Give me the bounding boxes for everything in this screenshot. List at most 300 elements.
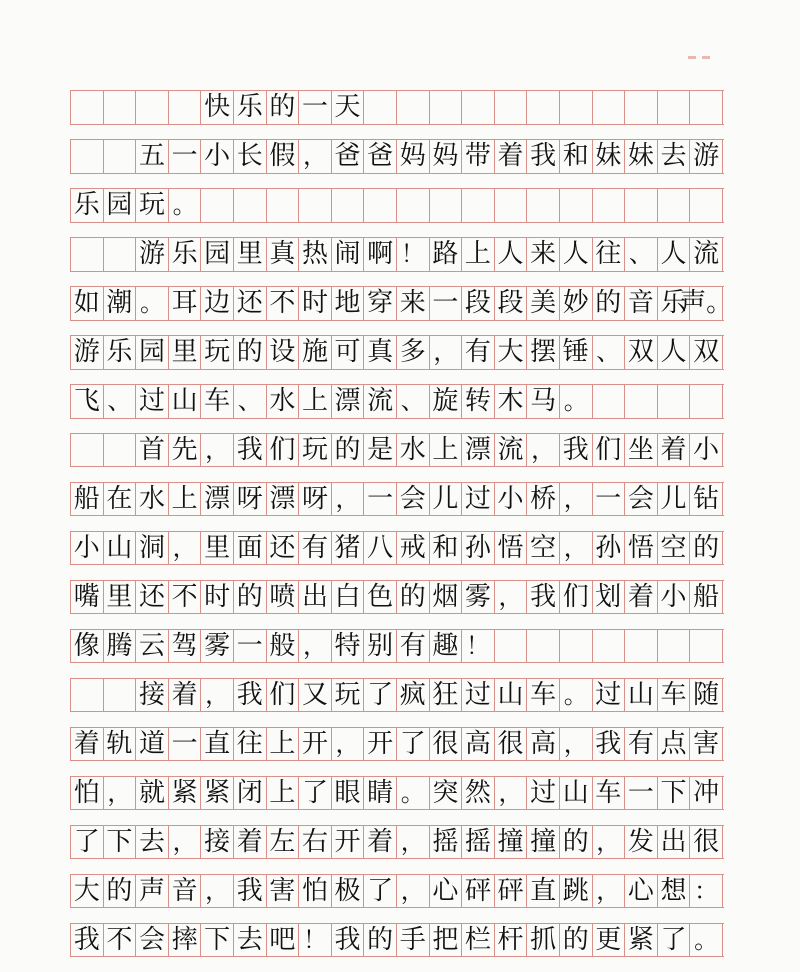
grid-cell: 紧 <box>201 777 234 810</box>
grid-cell: 音 <box>625 287 658 320</box>
grid-cell: 一 <box>169 728 202 761</box>
grid-cell: ！ <box>462 630 495 663</box>
grid-cell: 啊 <box>364 238 397 271</box>
grid-cell: 漂 <box>332 385 365 418</box>
grid-cell: 睛 <box>364 777 397 810</box>
grid-cell: 着 <box>364 826 397 859</box>
grid-cell: 、 <box>234 385 267 418</box>
grid-cell <box>462 91 495 124</box>
grid-cell: 人 <box>658 238 691 271</box>
grid-cell: 我 <box>560 434 593 467</box>
grid-cell <box>658 630 691 663</box>
grid-cell: 山 <box>104 532 137 565</box>
grid-cell: 面 <box>234 532 267 565</box>
grid-cell <box>136 91 169 124</box>
grid-cell <box>364 91 397 124</box>
grid-row <box>70 923 724 958</box>
grid-cell: 游 <box>71 336 104 369</box>
grid-cell: 漂 <box>201 483 234 516</box>
grid-cell: 一 <box>234 630 267 663</box>
grid-cell: 烟 <box>430 581 463 614</box>
grid-cell: ， <box>201 875 234 908</box>
grid-cell: 摔 <box>169 924 202 957</box>
grid-cell: 五 <box>136 140 169 173</box>
grid-cell <box>658 91 691 124</box>
grid-cell: 然 <box>462 777 495 810</box>
grid-cell: 接 <box>201 826 234 859</box>
grid-cell: 洞 <box>136 532 169 565</box>
grid-row <box>70 678 724 713</box>
grid-cell: 悟 <box>495 532 528 565</box>
grid-cell: 小 <box>658 581 691 614</box>
grid-cell: 园 <box>104 189 137 222</box>
grid-cell: 着 <box>625 581 658 614</box>
grid-cell <box>527 189 560 222</box>
grid-cell: 山 <box>560 777 593 810</box>
grid-cell <box>169 91 202 124</box>
grid-cell: 害 <box>267 875 300 908</box>
grid-cell <box>593 91 626 124</box>
grid-cell: 不 <box>104 924 137 957</box>
grid-cell: 左 <box>267 826 300 859</box>
grid-cell: 船 <box>690 581 723 614</box>
grid-cell: 接 <box>136 679 169 712</box>
grid-cell: 漂 <box>267 483 300 516</box>
grid-cell: 一 <box>364 483 397 516</box>
grid-cell: 的 <box>593 287 626 320</box>
grid-cell: 妈 <box>430 140 463 173</box>
grid-cell: 去 <box>658 140 691 173</box>
grid-cell: 船 <box>71 483 104 516</box>
grid-cell: 的 <box>267 91 300 124</box>
grid-cell: 过 <box>527 777 560 810</box>
grid-cell: 锤 <box>560 336 593 369</box>
grid-cell <box>430 91 463 124</box>
grid-cell: 了 <box>658 924 691 957</box>
grid-cell: 是 <box>364 434 397 467</box>
grid-cell: 我 <box>234 434 267 467</box>
grid-cell: 会 <box>136 924 169 957</box>
grid-cell: 很 <box>690 826 723 859</box>
grid-cell <box>364 189 397 222</box>
grid-cell <box>332 189 365 222</box>
grid-cell: 妈 <box>397 140 430 173</box>
grid-cell: 抓 <box>527 924 560 957</box>
grid-cell: 有 <box>397 630 430 663</box>
grid-cell: 如 <box>71 287 104 320</box>
grid-cell: 漂 <box>462 434 495 467</box>
grid-cell: 呀 <box>299 483 332 516</box>
grid-cell: 划 <box>593 581 626 614</box>
grid-cell: 木 <box>495 385 528 418</box>
grid-cell: 车 <box>593 777 626 810</box>
grid-cell <box>104 679 137 712</box>
grid-cell: 双 <box>625 336 658 369</box>
grid-cell: ， <box>495 581 528 614</box>
grid-cell: 人 <box>495 238 528 271</box>
grid-cell: 真 <box>267 238 300 271</box>
grid-cell: 我 <box>527 581 560 614</box>
grid-cell: 很 <box>430 728 463 761</box>
grid-cell: ， <box>104 777 137 810</box>
grid-cell: 砰 <box>462 875 495 908</box>
grid-cell <box>71 238 104 271</box>
grid-cell: ， <box>527 434 560 467</box>
grid-cell: 施 <box>299 336 332 369</box>
grid-cell: 钻 <box>690 483 723 516</box>
grid-cell: 的 <box>332 434 365 467</box>
grid-cell: 高 <box>527 728 560 761</box>
grid-cell: 像 <box>71 630 104 663</box>
grid-cell: 、 <box>593 336 626 369</box>
grid-cell: 右 <box>299 826 332 859</box>
grid-cell: ： <box>690 875 723 908</box>
grid-cell: 马 <box>527 385 560 418</box>
grid-cell: 想 <box>658 875 691 908</box>
grid-cell: 我 <box>593 728 626 761</box>
grid-cell: 去 <box>234 924 267 957</box>
grid-cell: 路 <box>430 238 463 271</box>
grid-cell <box>234 189 267 222</box>
grid-cell: 吧 <box>267 924 300 957</box>
grid-cell: 水 <box>136 483 169 516</box>
grid-cell: 猪 <box>332 532 365 565</box>
grid-cell <box>104 140 137 173</box>
grid-row <box>70 139 724 174</box>
grid-cell: 戒 <box>397 532 430 565</box>
grid-cell: 有 <box>625 728 658 761</box>
grid-cell: 首 <box>136 434 169 467</box>
grid-cell: 跳 <box>560 875 593 908</box>
grid-cell <box>397 91 430 124</box>
grid-cell: 儿 <box>430 483 463 516</box>
grid-cell <box>625 189 658 222</box>
grid-cell: 、 <box>397 385 430 418</box>
grid-row <box>70 580 724 615</box>
grid-cell: 闹 <box>332 238 365 271</box>
grid-cell: ， <box>332 728 365 761</box>
grid-cell: 里 <box>104 581 137 614</box>
grid-cell: 摇 <box>462 826 495 859</box>
grid-cell: 热 <box>299 238 332 271</box>
grid-cell: 发 <box>625 826 658 859</box>
grid-cell: 有 <box>299 532 332 565</box>
grid-cell: 喷 <box>267 581 300 614</box>
grid-cell: ， <box>299 140 332 173</box>
grid-cell: 空 <box>658 532 691 565</box>
grid-cell: 呀 <box>234 483 267 516</box>
grid-cell: ， <box>169 532 202 565</box>
grid-cell: 撞 <box>495 826 528 859</box>
grid-cell: 突 <box>430 777 463 810</box>
grid-cell: 孙 <box>593 532 626 565</box>
grid-cell: 们 <box>267 679 300 712</box>
grid-cell <box>430 189 463 222</box>
grid-cell: 流 <box>690 238 723 271</box>
grid-cell: 了 <box>299 777 332 810</box>
grid-cell: 。 <box>169 189 202 222</box>
grid-cell: 真 <box>364 336 397 369</box>
grid-cell: 疯 <box>397 679 430 712</box>
grid-cell: 冲 <box>690 777 723 810</box>
grid-cell <box>299 189 332 222</box>
grid-cell: 里 <box>234 238 267 271</box>
grid-cell: 我 <box>234 875 267 908</box>
grid-cell: 去 <box>136 826 169 859</box>
grid-cell: 段 <box>495 287 528 320</box>
grid-cell: 着 <box>658 434 691 467</box>
grid-cell: 流 <box>495 434 528 467</box>
grid-cell: 开 <box>332 826 365 859</box>
grid-cell <box>690 630 723 663</box>
grid-cell: 来 <box>527 238 560 271</box>
grid-cell: 又 <box>299 679 332 712</box>
grid-cell <box>560 91 593 124</box>
grid-cell: 声 <box>136 875 169 908</box>
grid-cell <box>104 238 137 271</box>
grid-cell: 人 <box>658 336 691 369</box>
grid-cell: 害 <box>690 728 723 761</box>
grid-cell: 点 <box>658 728 691 761</box>
grid-cell: 一 <box>593 483 626 516</box>
grid-cell: 怕 <box>71 777 104 810</box>
grid-cell <box>495 91 528 124</box>
grid-cell: 游 <box>136 238 169 271</box>
grid-cell: 们 <box>560 581 593 614</box>
grid-cell: 的 <box>234 336 267 369</box>
grid-cell: 闭 <box>234 777 267 810</box>
grid-cell: 大 <box>495 336 528 369</box>
grid-cell: 撞 <box>527 826 560 859</box>
grid-cell: 云 <box>136 630 169 663</box>
grid-cell: 八 <box>364 532 397 565</box>
grid-cell: 妹 <box>593 140 626 173</box>
grid-cell: 的 <box>560 826 593 859</box>
grid-cell: 更 <box>593 924 626 957</box>
grid-cell: 乐 <box>71 189 104 222</box>
grid-cell: 眼 <box>332 777 365 810</box>
grid-cell: 雾 <box>201 630 234 663</box>
grid-cell: 小 <box>495 483 528 516</box>
grid-cell: 了 <box>397 728 430 761</box>
grid-cell: 地 <box>332 287 365 320</box>
grid-row <box>70 286 733 321</box>
grid-cell: 腾 <box>104 630 137 663</box>
grid-cell: ， <box>560 728 593 761</box>
grid-cell <box>495 189 528 222</box>
grid-cell: 往 <box>234 728 267 761</box>
grid-cell: 紧 <box>169 777 202 810</box>
grid-cell <box>462 189 495 222</box>
grid-cell: 声。 <box>680 288 733 319</box>
grid-cell: 色 <box>364 581 397 614</box>
grid-cell: 着 <box>71 728 104 761</box>
grid-row <box>70 433 724 468</box>
grid-cell: 下 <box>658 777 691 810</box>
grid-cell <box>104 91 137 124</box>
grid-cell: 小 <box>201 140 234 173</box>
grid-cell: 就 <box>136 777 169 810</box>
grid-cell: 乐 <box>104 336 137 369</box>
grid-cell: 直 <box>527 875 560 908</box>
grid-cell <box>625 385 658 418</box>
grid-cell: ， <box>397 826 430 859</box>
grid-cell: 们 <box>593 434 626 467</box>
grid-cell: 孙 <box>462 532 495 565</box>
grid-cell: 潮 <box>104 287 137 320</box>
grid-cell: 玩 <box>299 434 332 467</box>
grid-cell: 。 <box>560 679 593 712</box>
grid-cell: 、 <box>104 385 137 418</box>
grid-cell: 在 <box>104 483 137 516</box>
grid-cell: 乐 <box>169 238 202 271</box>
grid-cell: 我 <box>71 924 104 957</box>
grid-cell: 着 <box>169 679 202 712</box>
grid-cell: 里 <box>201 532 234 565</box>
grid-cell: 园 <box>201 238 234 271</box>
grid-cell: 摆 <box>527 336 560 369</box>
grid-cell: 长 <box>234 140 267 173</box>
grid-cell: 驾 <box>169 630 202 663</box>
grid-cell: 美 <box>527 287 560 320</box>
grid-cell: 随 <box>690 679 723 712</box>
grid-cell: 了 <box>364 875 397 908</box>
grid-cell <box>560 630 593 663</box>
grid-row <box>70 188 724 223</box>
grid-cell <box>397 189 430 222</box>
grid-cell: ！ <box>299 924 332 957</box>
grid-cell: 妙 <box>560 287 593 320</box>
grid-cell: 般 <box>267 630 300 663</box>
grid-cell: 不 <box>267 287 300 320</box>
grid-cell: 坐 <box>625 434 658 467</box>
grid-row <box>70 776 724 811</box>
grid-cell: 玩 <box>136 189 169 222</box>
grid-cell: 摇 <box>430 826 463 859</box>
page-corner-mark <box>688 50 728 64</box>
grid-cell: 过 <box>462 483 495 516</box>
grid-cell: 了 <box>71 826 104 859</box>
grid-cell <box>690 189 723 222</box>
grid-cell: 栏 <box>462 924 495 957</box>
grid-cell: 会 <box>397 483 430 516</box>
grid-cell: 的 <box>234 581 267 614</box>
grid-cell: 乐 <box>658 287 691 320</box>
grid-cell <box>690 385 723 418</box>
grid-cell: 别 <box>364 630 397 663</box>
grid-cell: ， <box>430 336 463 369</box>
grid-cell: 山 <box>625 679 658 712</box>
grid-cell: 极 <box>332 875 365 908</box>
grid-cell: 趣 <box>430 630 463 663</box>
grid-cell: 的 <box>560 924 593 957</box>
grid-cell: 车 <box>527 679 560 712</box>
grid-cell <box>71 91 104 124</box>
grid-cell: 过 <box>462 679 495 712</box>
grid-cell <box>267 189 300 222</box>
grid-cell: 还 <box>136 581 169 614</box>
grid-cell: 还 <box>234 287 267 320</box>
grid-cell: 双 <box>690 336 723 369</box>
grid-cell: 穿 <box>364 287 397 320</box>
grid-cell: 上 <box>299 385 332 418</box>
grid-cell: 上 <box>267 777 300 810</box>
grid-cell <box>71 679 104 712</box>
grid-cell: 高 <box>462 728 495 761</box>
grid-cell: 、 <box>625 238 658 271</box>
grid-cell: 出 <box>658 826 691 859</box>
grid-cell: 。 <box>690 924 723 957</box>
grid-cell: 多 <box>397 336 430 369</box>
grid-cell: 上 <box>169 483 202 516</box>
grid-cell: ， <box>560 532 593 565</box>
grid-cell: 妹 <box>625 140 658 173</box>
grid-cell: 开 <box>299 728 332 761</box>
grid-cell: 我 <box>527 140 560 173</box>
grid-cell: 山 <box>169 385 202 418</box>
grid-cell: 过 <box>593 679 626 712</box>
grid-cell: 水 <box>267 385 300 418</box>
grid-cell: 山 <box>495 679 528 712</box>
grid-cell: 来 <box>397 287 430 320</box>
grid-cell: 大 <box>71 875 104 908</box>
grid-cell: 下 <box>201 924 234 957</box>
grid-cell: 可 <box>332 336 365 369</box>
grid-cell: 砰 <box>495 875 528 908</box>
grid-cell: 音 <box>169 875 202 908</box>
grid-row <box>70 531 724 566</box>
grid-cell: ， <box>397 875 430 908</box>
grid-cell: 的 <box>690 532 723 565</box>
grid-cell: 人 <box>560 238 593 271</box>
grid-cell: ， <box>169 826 202 859</box>
grid-cell: 空 <box>527 532 560 565</box>
grid-cell <box>71 434 104 467</box>
grid-cell: 悟 <box>625 532 658 565</box>
grid-cell: 一 <box>169 140 202 173</box>
grid-cell: 上 <box>430 434 463 467</box>
grid-cell: ， <box>201 679 234 712</box>
grid-cell <box>71 140 104 173</box>
grid-cell: 道 <box>136 728 169 761</box>
grid-cell: 桥 <box>527 483 560 516</box>
grid-cell: 假 <box>267 140 300 173</box>
grid-cell: 设 <box>267 336 300 369</box>
grid-cell: 小 <box>71 532 104 565</box>
grid-row <box>70 384 724 419</box>
grid-cell: 上 <box>462 238 495 271</box>
grid-cell: 手 <box>397 924 430 957</box>
grid-cell: 玩 <box>332 679 365 712</box>
grid-row <box>70 629 724 664</box>
grid-cell: 快 <box>201 91 234 124</box>
grid-cell: 开 <box>364 728 397 761</box>
grid-cell: 直 <box>201 728 234 761</box>
grid-cell: 还 <box>267 532 300 565</box>
grid-cell: 和 <box>560 140 593 173</box>
grid-cell: ， <box>560 483 593 516</box>
grid-cell <box>658 385 691 418</box>
grid-cell: ， <box>593 826 626 859</box>
grid-cell: 我 <box>332 924 365 957</box>
grid-cell: 怕 <box>299 875 332 908</box>
grid-cell: 边 <box>201 287 234 320</box>
grid-cell: 爸 <box>332 140 365 173</box>
grid-cell: 不 <box>169 581 202 614</box>
grid-cell: ， <box>201 434 234 467</box>
grid-cell <box>625 91 658 124</box>
grid-cell: 儿 <box>658 483 691 516</box>
